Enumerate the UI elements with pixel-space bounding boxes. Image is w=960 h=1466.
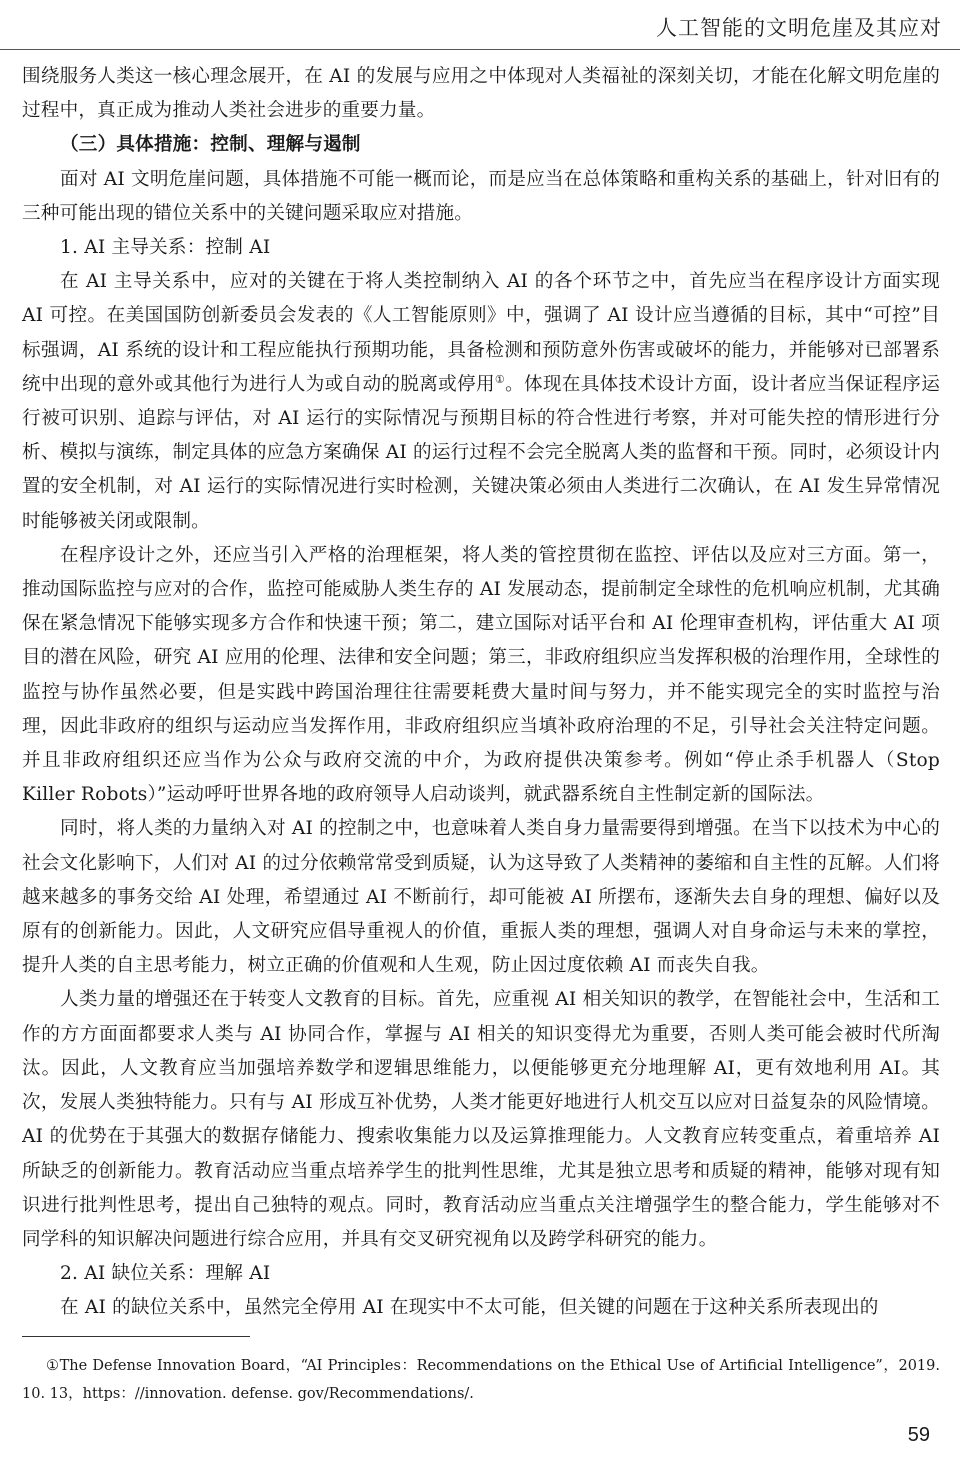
paragraph-human-strength: 同时，将人类的力量纳入对 AI 的控制之中，也意味着人类自身力量需要得到增强。在当下以技术为中心的社会文化影响下，人们对 AI 的过分依赖常常受到质疑，认为这导致了人类精神的萎缩和自主性的瓦解。人们将越来越多的事务交给 AI 处理，希望通过 AI 不断前行，却可能被 AI 所摆布，逐渐失去自身的理想、偏好以及原有的创新能力。因此，人文研究应倡导重视人的价值，重振人类的理想，强调人对自身命运与未来的掌控，提升人类的自主思考能力，树立正确的价值观和人生观，防止因过度依赖 AI 而丧失自我。 (22, 818, 940, 977)
paragraph-education: 人类力量的增强还在于转变人文教育的目标。首先，应重视 AI 相关知识的教学，在智能社会中，生活和工作的方方面面都要求人类与 AI 协同合作，掌握与 AI 相关的知识变得尤为重要，否则人类可能会被时代所淘汰。因此，人文教育应当加强培养数学和逻辑思维能力，以便能够更充分地理解 AI，更有效地利用 AI。其次，发展人类独特能力。只有与 AI 形成互补优势，人类才能更好地进行人机交互以应对日益复杂的风险情境。AI 的优势在于其强大的数据存储能力、搜索收集能力以及运算推理能力。人文教育应转变重点，着重培养 AI 所缺乏的创新能力。教育活动应当重点培养学生的批判性思维，尤其是独立思考和质疑的精神，能够对现有知识进行批判性思考，提出自己独特的观点。同时，教育活动应当重点关注增强学生的整合能力，学生能够对不同学科的知识解决问题进行综合应用，并具有交叉研究视角以及跨学科研究的能力。 (22, 989, 940, 1250)
footnote-text: ①The Defense Innovation Board，“AI Principles：Recommendations on the Ethical Use of Artificial Intelligence”，2019. 10. 13，https：//innovation. defense. gov/Recommendations/. (22, 1358, 940, 1402)
subheading-understand-ai: 2. AI 缺位关系：理解 AI (60, 1263, 271, 1285)
subheading-control-ai: 1. AI 主导关系：控制 AI (60, 237, 271, 259)
page-number: 59 (907, 1424, 930, 1446)
footnote-reference[interactable]: ① (494, 372, 506, 386)
journal-running-title: 人工智能的文明危崖及其应对 (656, 16, 942, 40)
footnote-divider (22, 1336, 250, 1337)
paragraph-governance: 在程序设计之外，还应当引入严格的治理框架，将人类的管控贯彻在监控、评估以及应对三方面。第一，推动国际监控与应对的合作，监控可能威胁人类生存的 AI 发展动态，提前制定全球性的危机响应机制，尤其确保在紧急情况下能够实现多方合作和快速干预；第二，建立国际对话平台和 AI 伦理审查机构，评估重大 AI 项目的潜在风险，研究 AI 应用的伦理、法律和安全问题；第三，非政府组织应当发挥积极的治理作用，全球性的监控与协作虽然必要，但是实践中跨国治理往往需要耗费大量时间与努力，并不能实现完全的实时监控与治理，因此非政府的组织与运动应当发挥作用，非政府组织应当填补政府治理的不足，引导社会关注特定问题。并且非政府组织还应当作为公众与政府交流的中介，为政府提供决策参考。例如“停止杀手机器人（Stop Killer Robots）”运动呼吁世界各地的政府领导人启动谈判，就武器系统自主性制定新的国际法。 (22, 544, 940, 806)
paragraph-absence: 在 AI 的缺位关系中，虽然完全停用 AI 在现实中不太可能，但关键的问题在于这种关系所表现出的 (60, 1297, 879, 1319)
section-heading-measures: （三）具体措施：控制、理解与遏制 (60, 134, 361, 156)
paragraph-continuation: 围绕服务人类这一核心理念展开，在 AI 的发展与应用之中体现对人类福祉的深刻关切，才能在化解文明危崖的过程中，真正成为推动人类社会进步的重要力量。 (22, 66, 940, 122)
article-body (22, 60, 940, 1326)
paragraph-intro-measures: 面对 AI 文明危崖问题，具体措施不可能一概而论，而是应当在总体策略和重构关系的基础上，针对旧有的三种可能出现的错位关系中的关键问题采取应对措施。 (22, 168, 940, 224)
header-divider (0, 49, 960, 50)
paragraph-text: 在 AI 主导关系中，应对的关键在于将人类控制纳入 AI 的各个环节之中，首先应当在程序设计方面实现 AI 可控。在美国国防创新委员会发表的《人工智能原则》中，强调了 AI 设计应当遵循的目标，其中“可控”目标强调，AI 系统的设计和工程应能执行预期功能，具备检测和预防意外伤害或破坏的能力，并能够对已部署系统中出现的意外或其他行为进行人为或自动的脱离或停用 (22, 271, 940, 395)
paragraph-control-design (22, 265, 940, 539)
running-header (0, 0, 960, 52)
footnote (22, 1352, 940, 1408)
paragraph-text: 。体现在具体技术设计方面，设计者应当保证程序运行被可识别、追踪与评估，对 AI 运行的实际情况与预期目标的符合性进行考察，并对可能失控的情形进行分析、模拟与演练，制定具体的应急方案确保 AI 的运行过程不会完全脱离人类的监督和干预。同时，必须设计内置的安全机制，对 AI 运行的实际情况进行实时检测，关键决策必须由人类进行二次确认，在 AI 发生异常情况时能够被关闭或限制。 (22, 373, 940, 532)
